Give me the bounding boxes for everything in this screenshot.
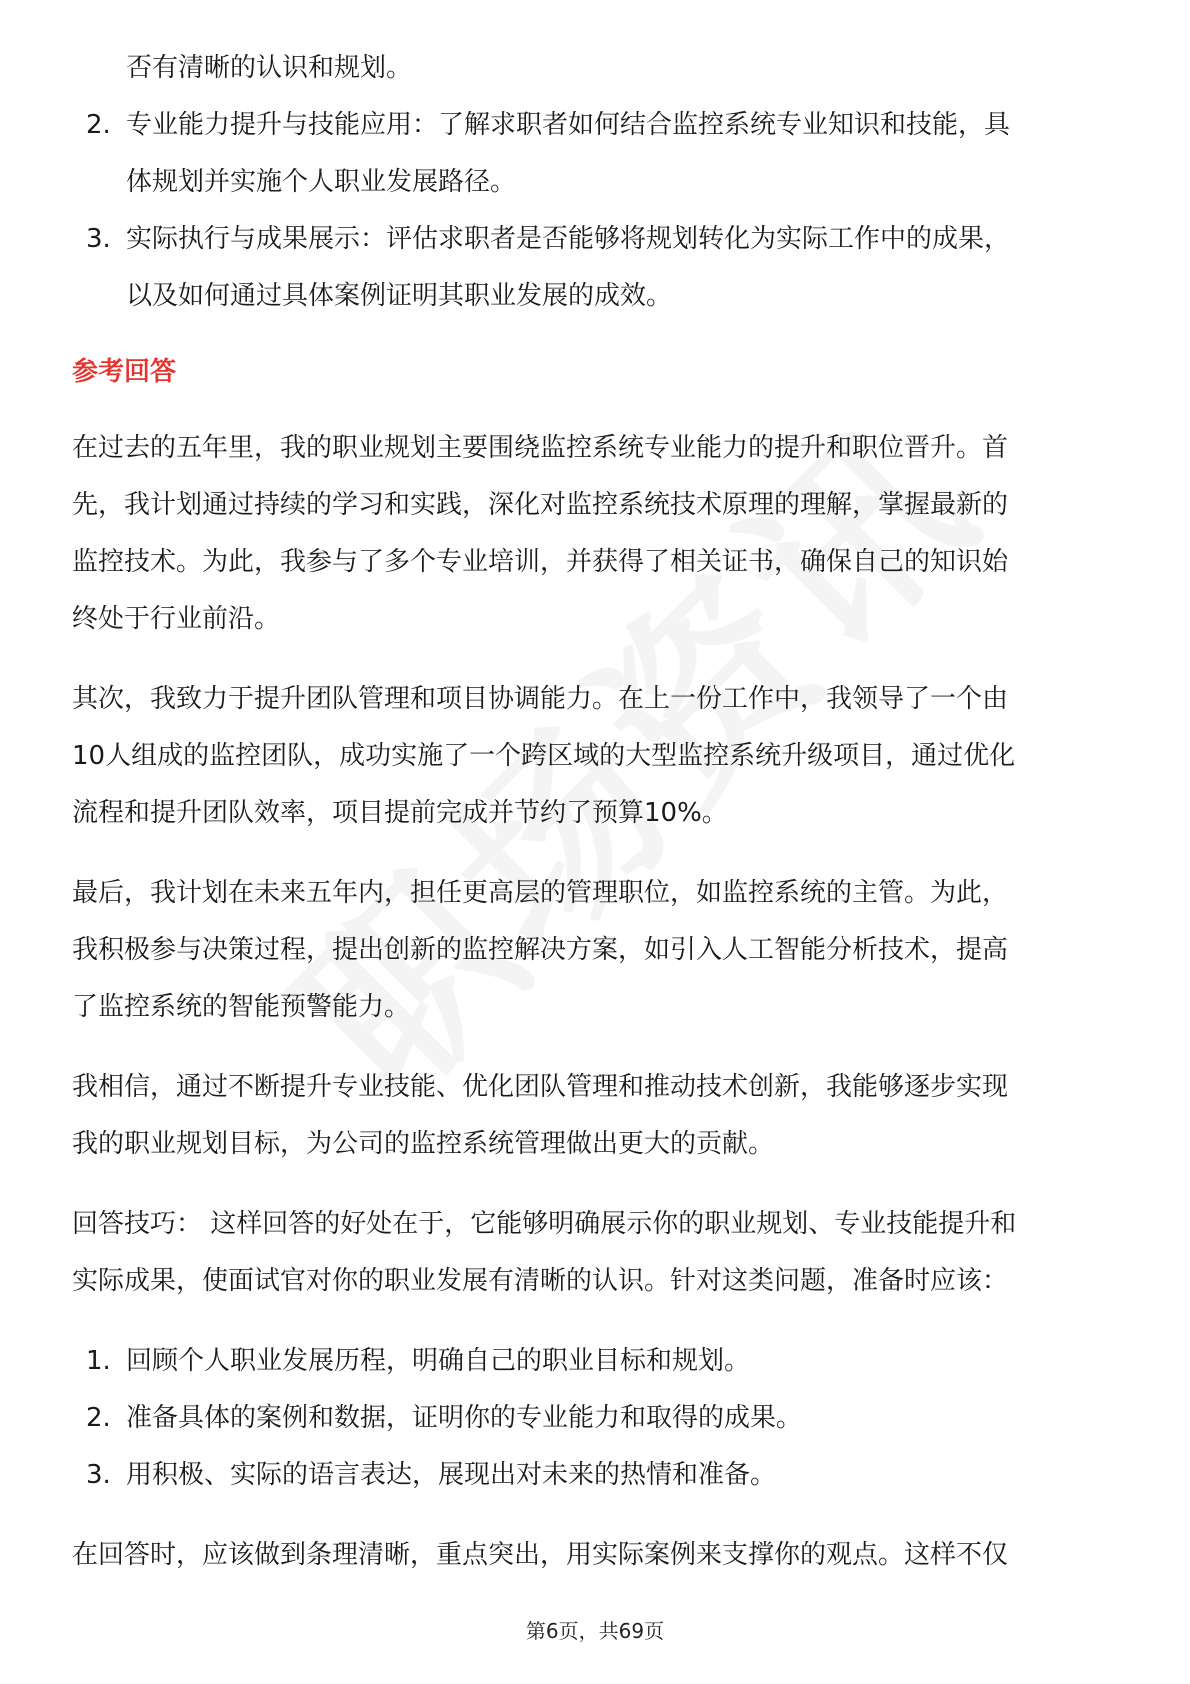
list-text: 用积极、实际的语言表达，展现出对未来的热情和准备。 <box>126 1460 777 1490</box>
answer-tips-intro <box>72 1196 1118 1310</box>
list-text: 专业能力提升与技能应用：了解求职者如何结合监控系统专业知识和技能，具 <box>126 110 1011 140</box>
paragraph-line: 了监控系统的智能预警能力。 <box>72 992 411 1022</box>
answer-heading: 参考回答 <box>72 357 177 387</box>
paragraph-line: 最后，我计划在未来五年内，担任更高层的管理职位，如监控系统的主管。为此， <box>72 878 1009 908</box>
paragraph-line: 监控技术。为此，我参与了多个专业培训，并获得了相关证书，确保自己的知识始 <box>72 547 1009 577</box>
intro-tail: 否有清晰的认识和规划。 <box>126 53 413 83</box>
paragraph-line: 流程和提升团队效率，项目提前完成并节约了预算10%。 <box>72 798 728 828</box>
list-number: 3. <box>86 224 111 254</box>
list-number: 2. <box>86 1403 111 1433</box>
paragraph-line: 在过去的五年里，我的职业规划主要围绕监控系统专业能力的提升和职位晋升。首 <box>72 433 1009 463</box>
paragraph-line: 我相信，通过不断提升专业技能、优化团队管理和推动技术创新，我能够逐步实现 <box>72 1072 1009 1102</box>
tip-item-3 <box>72 1447 1118 1504</box>
paragraph-3 <box>72 865 1118 1036</box>
list-text: 实际执行与成果展示：评估求职者是否能够将规划转化为实际工作中的成果， <box>126 224 1011 254</box>
focus-point-3-cont: 以及如何通过具体案例证明其职业发展的成效。 <box>126 281 673 311</box>
document-body <box>72 40 1118 1584</box>
page-number-footer: 第6页，共69页 <box>525 1619 665 1643</box>
paragraph-line: 实际成果，使面试官对你的职业发展有清晰的认识。针对这类问题，准备时应该： <box>72 1266 1009 1296</box>
list-number: 3. <box>86 1460 111 1490</box>
tip-item-1 <box>72 1333 1118 1390</box>
paragraph-line: 回答技巧： 这样回答的好处在于，它能够明确展示你的职业规划、专业技能提升和 <box>72 1209 1017 1239</box>
paragraph-line: 10人组成的监控团队，成功实施了一个跨区域的大型监控系统升级项目，通过优化 <box>72 741 1016 771</box>
paragraph-line: 我积极参与决策过程，提出创新的监控解决方案，如引入人工智能分析技术，提高 <box>72 935 1009 965</box>
focus-point-2 <box>72 97 1118 154</box>
paragraph-line: 先，我计划通过持续的学习和实践，深化对监控系统技术原理的理解，掌握最新的 <box>72 490 1009 520</box>
paragraph-line: 其次，我致力于提升团队管理和项目协调能力。在上一份工作中，我领导了一个由 <box>72 684 1009 714</box>
list-text: 回顾个人职业发展历程，明确自己的职业目标和规划。 <box>126 1346 751 1376</box>
paragraph-2 <box>72 671 1118 842</box>
focus-point-3 <box>72 211 1118 268</box>
list-text: 准备具体的案例和数据，证明你的专业能力和取得的成果。 <box>126 1403 803 1433</box>
list-number: 1. <box>86 1346 111 1376</box>
list-number: 2. <box>86 110 111 140</box>
paragraph-line: 终处于行业前沿。 <box>72 604 281 634</box>
paragraph-1 <box>72 420 1118 648</box>
paragraph-4 <box>72 1059 1118 1173</box>
closing-line: 在回答时，应该做到条理清晰，重点突出，用实际案例来支撑你的观点。这样不仅 <box>72 1540 1009 1570</box>
focus-point-2-cont: 体规划并实施个人职业发展路径。 <box>126 167 517 197</box>
paragraph-line: 我的职业规划目标，为公司的监控系统管理做出更大的贡献。 <box>72 1129 775 1159</box>
tip-item-2 <box>72 1390 1118 1447</box>
